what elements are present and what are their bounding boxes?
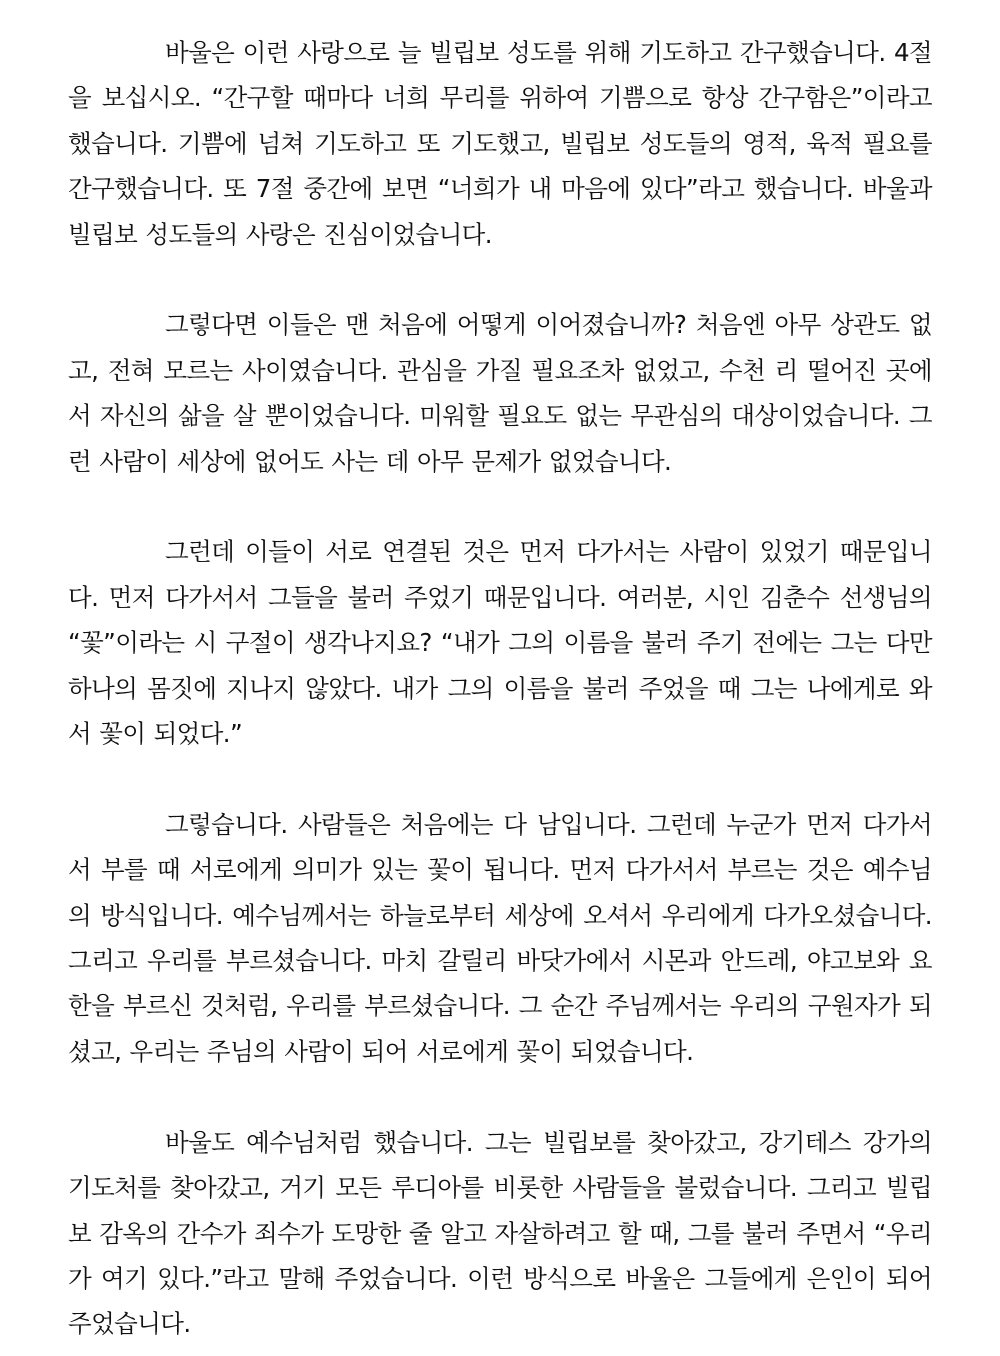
document-page — [68, 30, 932, 1347]
paragraph-3: 그런데 이들이 서로 연결된 것은 먼저 다가서는 사람이 있었기 때문입니다. 먼저 다가서서 그들을 불러 주었기 때문입니다. 여러분, 시인 김춘수 선생님의 “꽃”이라는 시 구절이 생각나지요? “내가 그의 이름을 불러 주기 전에는 그는 다만 하나의 몸짓에 지나지 않았다. 내가 그의 이름을 불러 주었을 때 그는 나에게로 와서 꽃이 되었다.” — [68, 537, 932, 749]
paragraph-2: 그렇다면 이들은 맨 처음에 어떻게 이어졌습니까? 처음엔 아무 상관도 없고, 전혀 모르는 사이였습니다. 관심을 가질 필요조차 없었고, 수천 리 떨어진 곳에서 자신의 삶을 살 뿐이었습니다. 미워할 필요도 없는 무관심의 대상이었습니다. 그런 사람이 세상에 없어도 사는 데 아무 문제가 없었습니다. — [68, 310, 932, 476]
paragraph-5: 바울도 예수님처럼 했습니다. 그는 빌립보를 찾아갔고, 강기테스 강가의 기도처를 찾아갔고, 거기 모든 루디아를 비롯한 사람들을 불렀습니다. 그리고 빌립보 감옥의 간수가 죄수가 도망한 줄 알고 자살하려고 할 때, 그를 불러 주면서 “우리가 여기 있다.”라고 말해 주었습니다. 이런 방식으로 바울은 그들에게 은인이 되어 주었습니다. — [68, 1127, 932, 1339]
paragraph-4: 그렇습니다. 사람들은 처음에는 다 남입니다. 그런데 누군가 먼저 다가서서 부를 때 서로에게 의미가 있는 꽃이 됩니다. 먼저 다가서서 부르는 것은 예수님의 방식입니다. 예수님께서는 하늘로부터 세상에 오셔서 우리에게 다가오셨습니다. 그리고 우리를 부르셨습니다. 마치 갈릴리 바닷가에서 시몬과 안드레, 야고보와 요한을 부르신 것처럼, 우리를 부르셨습니다. 그 순간 주님께서는 우리의 구원자가 되셨고, 우리는 주님의 사람이 되어 서로에게 꽃이 되었습니다. — [68, 809, 932, 1066]
paragraph-1: 바울은 이런 사랑으로 늘 빌립보 성도를 위해 기도하고 간구했습니다. 4절을 보십시오. “간구할 때마다 너희 무리를 위하여 기쁨으로 항상 간구함은”이라고 했습니다. 기쁨에 넘쳐 기도하고 또 기도했고, 빌립보 성도들의 영적, 육적 필요를 간구했습니다. 또 7절 중간에 보면 “너희가 내 마음에 있다”라고 했습니다. 바울과 빌립보 성도들의 사랑은 진심이었습니다. — [68, 38, 932, 249]
